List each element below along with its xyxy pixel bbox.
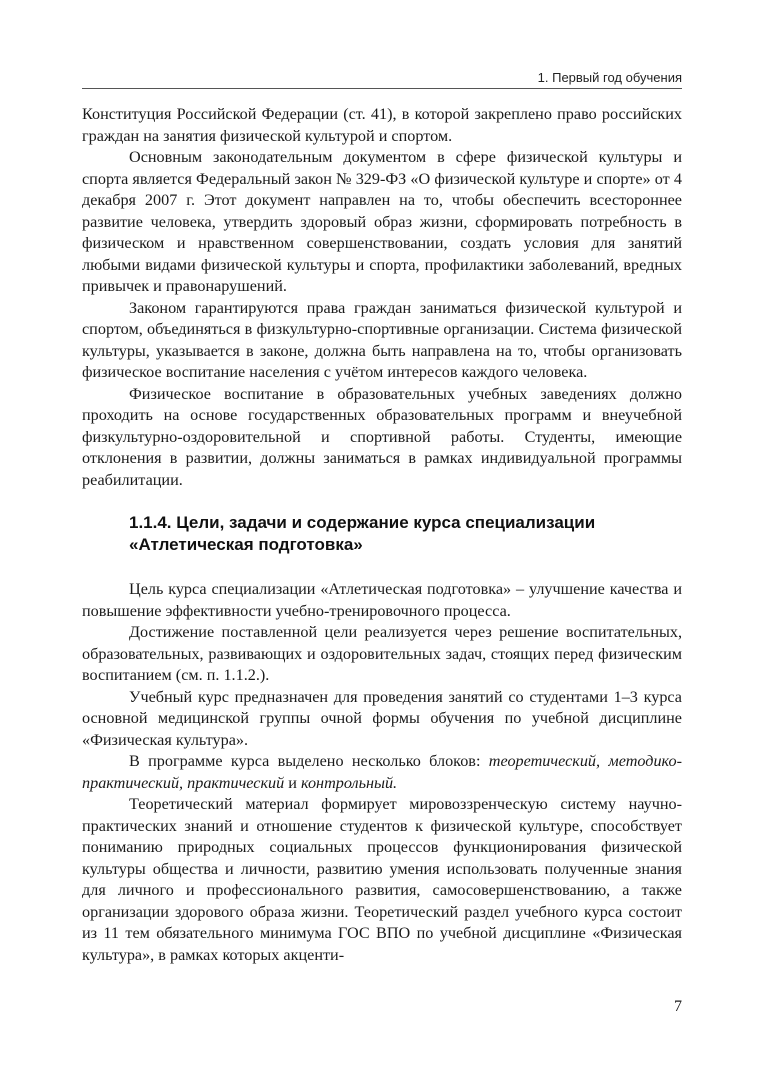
paragraph-goal-achievement: Достижение поставленной цели реализуется через решение воспитательных, образовательных, развивающих и оздоровительных задач, стоящих перед физическим воспитанием (см. п. 1.1.2.). <box>82 623 682 684</box>
blocks-lead: В программе курса выделено несколько блоков: <box>129 752 489 770</box>
header-rule <box>82 88 682 89</box>
section-heading-line2: «Атлетическая подготовка» <box>129 535 363 554</box>
blocks-item-control: контрольный. <box>300 773 398 792</box>
paragraph-constitution: Конституция Российской Федерации (ст. 41), в которой закреплено право российских граждан на занятия физической культурой и спортом. <box>82 105 682 145</box>
paragraph-course-blocks <box>82 751 682 794</box>
running-head: 1. Первый год обучения <box>537 70 682 85</box>
section-heading-line1: 1.1.4. Цели, задачи и содержание курса специализации <box>129 513 596 532</box>
paragraph-federal-law: Основным законодательным документом в сфере физической культуры и спорта является Федеральный закон № 329-ФЗ «О физической культуре и спорте» от 4 декабря 2007 г. Этот документ направлен на то, чтобы обеспечить всестороннее развитие человека, утвердить здоровый образ жизни, сформировать потребность в физическом и нравственном совершенствовании, создать условия для занятий любыми видами физической культуры и спорта, профилактики заболеваний, вредных привычек и правонарушений. <box>82 148 682 295</box>
paragraph-course-purpose: Учебный курс предназначен для проведения занятий со студентами 1–3 курса основной медицинской группы очной формы обучения по учебной дисциплине «Физическая культура». <box>82 687 682 749</box>
paragraph-physical-education: Физическое воспитание в образовательных учебных заведениях должно проходить на основе государственных образовательных программ и внеучебной физкультурно-оздоровительной и спортивной работы. Студенты, имеющие отклонения в развитии, должны заниматься в рамках индивидуальной программы реабилитации. <box>82 384 682 489</box>
page-body <box>82 104 682 966</box>
paragraph-theoretical-material: Теоретический материал формирует мировоззренческую систему научно-практических знаний и отношение студентов к физической культуре, способствует пониманию природных социальных процессов функционирования физической культуры общества и личности, развитию умения использовать полученные знания для личного и профессионального развития, самосовершенствованию, а также организации здорового образа жизни. Теоретический раздел учебного курса состоит из 11 тем обязательного минимума ГОС ВПО по учебной дисциплине «Физическая культура», в рамках которых акценти- <box>82 795 682 964</box>
paragraph-law-guarantees: Законом гарантируются права граждан заниматься физической культурой и спортом, объединяться в физкультурно-спортивные организации. Система физической культуры, указывается в законе, должна быть направлена на то, чтобы организовать физическое воспитание населения с учётом интересов каждого человека. <box>82 298 682 381</box>
blocks-item-list: теоретический, методико-практический, практический <box>82 752 682 792</box>
paragraph-course-goal: Цель курса специализации «Атлетическая подготовка» – улучшение качества и повышение эффективности учебно-тренировочного процесса. <box>82 580 682 620</box>
page-number: 7 <box>674 998 682 1015</box>
section-heading <box>129 512 682 556</box>
blocks-joiner: и <box>284 773 301 792</box>
